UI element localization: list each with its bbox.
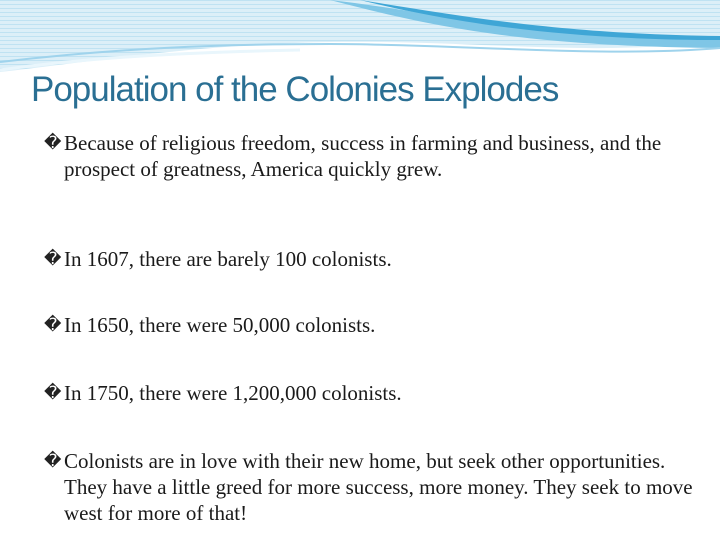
bullet-marker-icon: � (44, 315, 62, 335)
slide-title: Population of the Colonies Explodes (31, 70, 559, 109)
bullet-item (44, 130, 694, 182)
bullet-item (44, 312, 694, 338)
bullet-marker-icon: � (44, 451, 62, 471)
bullet-item (44, 246, 694, 272)
bullet-item (44, 448, 694, 526)
bullet-text: In 1750, there were 1,200,000 colonists. (64, 381, 402, 405)
bullet-marker-icon: � (44, 249, 62, 269)
bullet-text: Because of religious freedom, success in farming and business, and the prospect of greatness, America quickly grew. (64, 131, 662, 181)
bullet-text: In 1650, there were 50,000 colonists. (64, 313, 376, 337)
bullet-item (44, 380, 694, 406)
bullet-text: In 1607, there are barely 100 colonists. (64, 247, 392, 271)
bullet-marker-icon: � (44, 383, 62, 403)
bullet-text: Colonists are in love with their new home, but seek other opportunities. They have a little greed for more success, more money. They seek to move west for more of that! (64, 449, 693, 525)
bullet-marker-icon: � (44, 133, 62, 153)
